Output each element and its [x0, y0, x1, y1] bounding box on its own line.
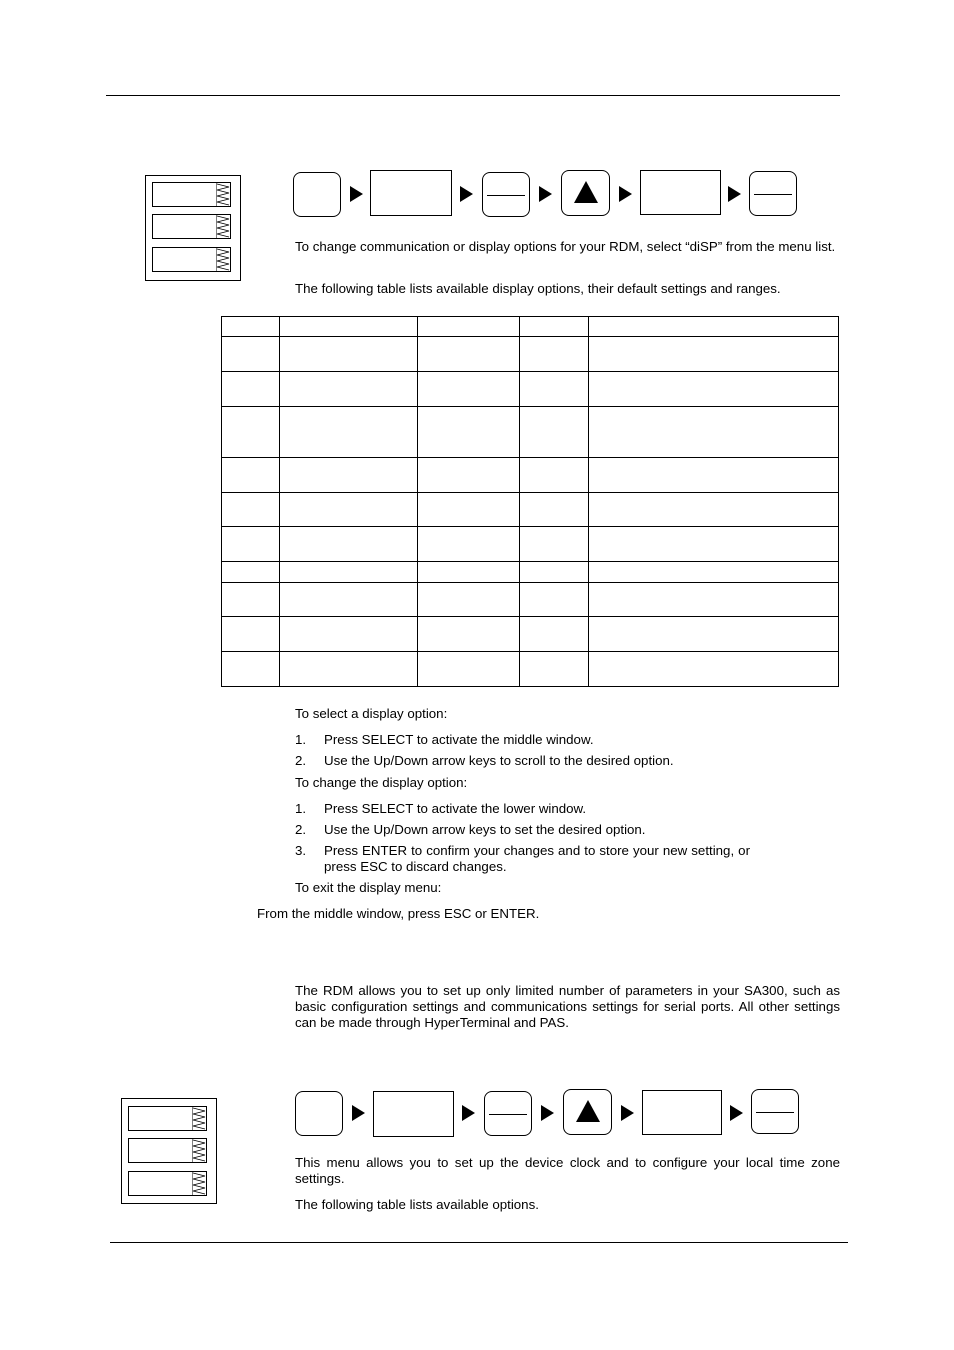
table-row: [222, 407, 839, 458]
display-middle-window: [128, 1138, 207, 1163]
table-row: [222, 458, 839, 493]
list-item: 1. Press SELECT to activate the middle window.: [295, 732, 594, 747]
display-lower-window: [128, 1171, 207, 1196]
display-intro: To change communication or display options for your RDM, select “diSP” from the menu list.: [295, 239, 836, 254]
table-row: [222, 493, 839, 527]
arrow-right-icon: [352, 1105, 365, 1121]
arrow-right-icon: [350, 186, 363, 202]
rdm-clock-panel-icon: [121, 1098, 217, 1204]
up-triangle-icon: [576, 1100, 600, 1122]
rdm-display-panel-icon: [145, 175, 241, 281]
change-steps: [295, 801, 750, 880]
select-key: [293, 172, 341, 217]
key-with-line: [749, 171, 797, 216]
display-upper-window: [128, 1106, 207, 1131]
clock-intro: This menu allows you to set up the device clock and to configure your local time zone settings.: [295, 1155, 840, 1186]
option-window-box: [642, 1090, 722, 1135]
arrow-right-icon: [728, 186, 741, 202]
arrow-right-icon: [462, 1105, 475, 1121]
table-row: [222, 337, 839, 372]
change-heading: To change the display option:: [295, 775, 468, 790]
key-with-line: [484, 1091, 532, 1136]
display-options-table: [221, 316, 839, 687]
exit-text: From the middle window, press ESC or ENTER.: [257, 906, 540, 921]
exit-heading: To exit the display menu:: [295, 880, 442, 895]
table-header-row: [222, 317, 839, 337]
arrow-right-icon: [621, 1105, 634, 1121]
list-item: 3. Press ENTER to confirm your changes and to store your new setting, or press ESC to discard changes.: [295, 843, 750, 874]
arrow-right-icon: [619, 186, 632, 202]
table-row: [222, 617, 839, 652]
key-with-line: [482, 172, 530, 217]
list-item: 2. Use the Up/Down arrow keys to set the desired option.: [295, 822, 646, 837]
display-upper-window: [152, 182, 231, 207]
table-row: [222, 652, 839, 687]
setup-intro: The RDM allows you to set up only limited number of parameters in your SA300, such as basic configuration settings and communications settings for serial ports. All other settings can be made through HyperTerminal and PAS.: [295, 983, 840, 1030]
table-row: [222, 527, 839, 562]
menu-window-box: [373, 1091, 454, 1137]
select-key: [295, 1091, 343, 1136]
menu-window-box: [370, 170, 452, 216]
header-rule: [106, 95, 840, 96]
up-triangle-icon: [574, 181, 598, 203]
list-item: 2. Use the Up/Down arrow keys to scroll to the desired option.: [295, 753, 674, 768]
clock-table-intro: The following table lists available options.: [295, 1197, 539, 1212]
display-middle-window: [152, 214, 231, 239]
key-with-line: [751, 1089, 799, 1134]
up-arrow-key: [563, 1089, 612, 1135]
up-arrow-key: [561, 170, 610, 216]
arrow-right-icon: [730, 1105, 743, 1121]
select-steps: [295, 732, 750, 774]
list-item: 1. Press SELECT to activate the lower window.: [295, 801, 587, 816]
option-window-box: [640, 170, 721, 215]
table-row: [222, 372, 839, 407]
table-row: [222, 583, 839, 617]
arrow-right-icon: [539, 186, 552, 202]
arrow-right-icon: [460, 186, 473, 202]
arrow-right-icon: [541, 1105, 554, 1121]
display-table-intro: The following table lists available display options, their default settings and ranges.: [295, 281, 781, 296]
footer-rule: [110, 1242, 848, 1243]
table-row: [222, 562, 839, 583]
select-heading: To select a display option:: [295, 706, 448, 721]
display-lower-window: [152, 247, 231, 272]
